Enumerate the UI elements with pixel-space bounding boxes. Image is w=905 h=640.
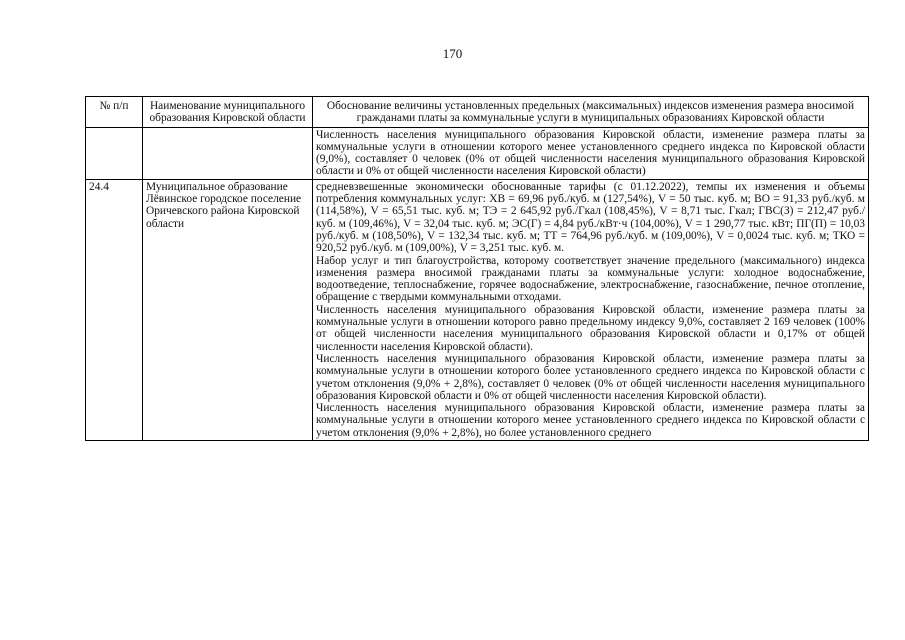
municipality-name: Муниципальное образование Лёвинское городское поселение Оричевского района Кировской области bbox=[146, 180, 302, 230]
population-above-index-paragraph: Численность населения муниципального образования Кировской области, изменение размера платы за коммунальные услуги в отношении которого более установленного среднего индекса по Кировской области с учетом отклонения (9,0% + 2,8%), составляет 0 человек (0% от общей численности населения муниципального образования Кировской области и 0% от общей численности населения Кировской области). bbox=[316, 352, 865, 402]
table-header-row bbox=[86, 97, 869, 128]
row-number: 24.4 bbox=[86, 179, 143, 440]
page-number: 170 bbox=[442, 46, 463, 61]
municipality-name-cell bbox=[143, 179, 313, 440]
table-row bbox=[86, 179, 869, 440]
justification-cell bbox=[313, 179, 869, 440]
header-number: № п/п bbox=[86, 97, 143, 128]
population-equal-index-paragraph: Численность населения муниципального образования Кировской области, изменение размера платы за коммунальные услуги в отношении которого равно предельному индексу 9,0%, составляет 2 169 человек (100% от общей численности населения муниципального образования Кировской области и 0,17% от общей численности населения Кировской области). bbox=[316, 303, 865, 353]
population-below-index-paragraph: Численность населения муниципального образования Кировской области, изменение размера платы за коммунальные услуги в отношении которого менее установленного среднего индекса по Кировской области с учетом отклонения (9,0% + 2,8%), но более установленного среднего bbox=[316, 402, 865, 439]
continuation-name-cell bbox=[143, 127, 313, 179]
table-row-continuation bbox=[86, 127, 869, 179]
continuation-paragraph: Численность населения муниципального образования Кировской области, изменение размера платы за коммунальные услуги в отношении которого менее установленного среднего индекса по Кировской области (9,0%), составляет 0 человек (0% от общей численности населения муниципального образования Кировской области и 0% от общей численности населения Кировской области) bbox=[316, 128, 865, 178]
index-justification-table bbox=[85, 96, 869, 441]
tariffs-paragraph: средневзвешенные экономически обоснованные тарифы (с 01.12.2022), темпы их изменения и объемы потребления коммунальных услуг: ХВ = 69,96 руб./куб. м (127,54%), V = 50 тыс. куб. м; ВО = 91,33 руб./куб. м (114,58%), V = 65,51 тыс. куб. м; ТЭ = 2 645,92 руб./Гкал (108,45%), V = 8,71 тыс. Гкал; ГВС(З) = 212,47 руб./куб. м (109,46%), V = 32,04 тыс. куб. м; ЭС(Г) = 4,84 руб./кВт·ч (104,00%), V = 1 290,77 тыс. кВт; ПГ(П) = 10,03 руб./куб. м (108,50%), V = 132,34 тыс. куб. м; ТТ = 764,96 руб./куб. м (109,00%), V = 0,0024 тыс. куб. м; ТКО = 920,52 руб./куб. м (109,00%), V = 3,251 тыс. куб. м. bbox=[316, 180, 865, 255]
header-justification: Обоснование величины установленных предельных (максимальных) индексов изменения размера вносимой гражданами платы за коммунальные услуги в муниципальных образованиях Кировской области bbox=[313, 97, 869, 128]
header-municipality-name: Наименование муниципального образования Кировской области bbox=[143, 97, 313, 128]
continuation-justification-cell bbox=[313, 127, 869, 179]
services-paragraph: Набор услуг и тип благоустройства, которому соответствует значение предельного (максимального) индекса изменения размера вносимой гражданами платы за коммунальные услуги: холодное водоснабжение, водоотведение, теплоснабжение, горячее водоснабжение, электроснабжение, газоснабжение, печное отопление, обращение с твердыми коммунальными отходами. bbox=[316, 254, 865, 304]
continuation-number-cell bbox=[86, 127, 143, 179]
